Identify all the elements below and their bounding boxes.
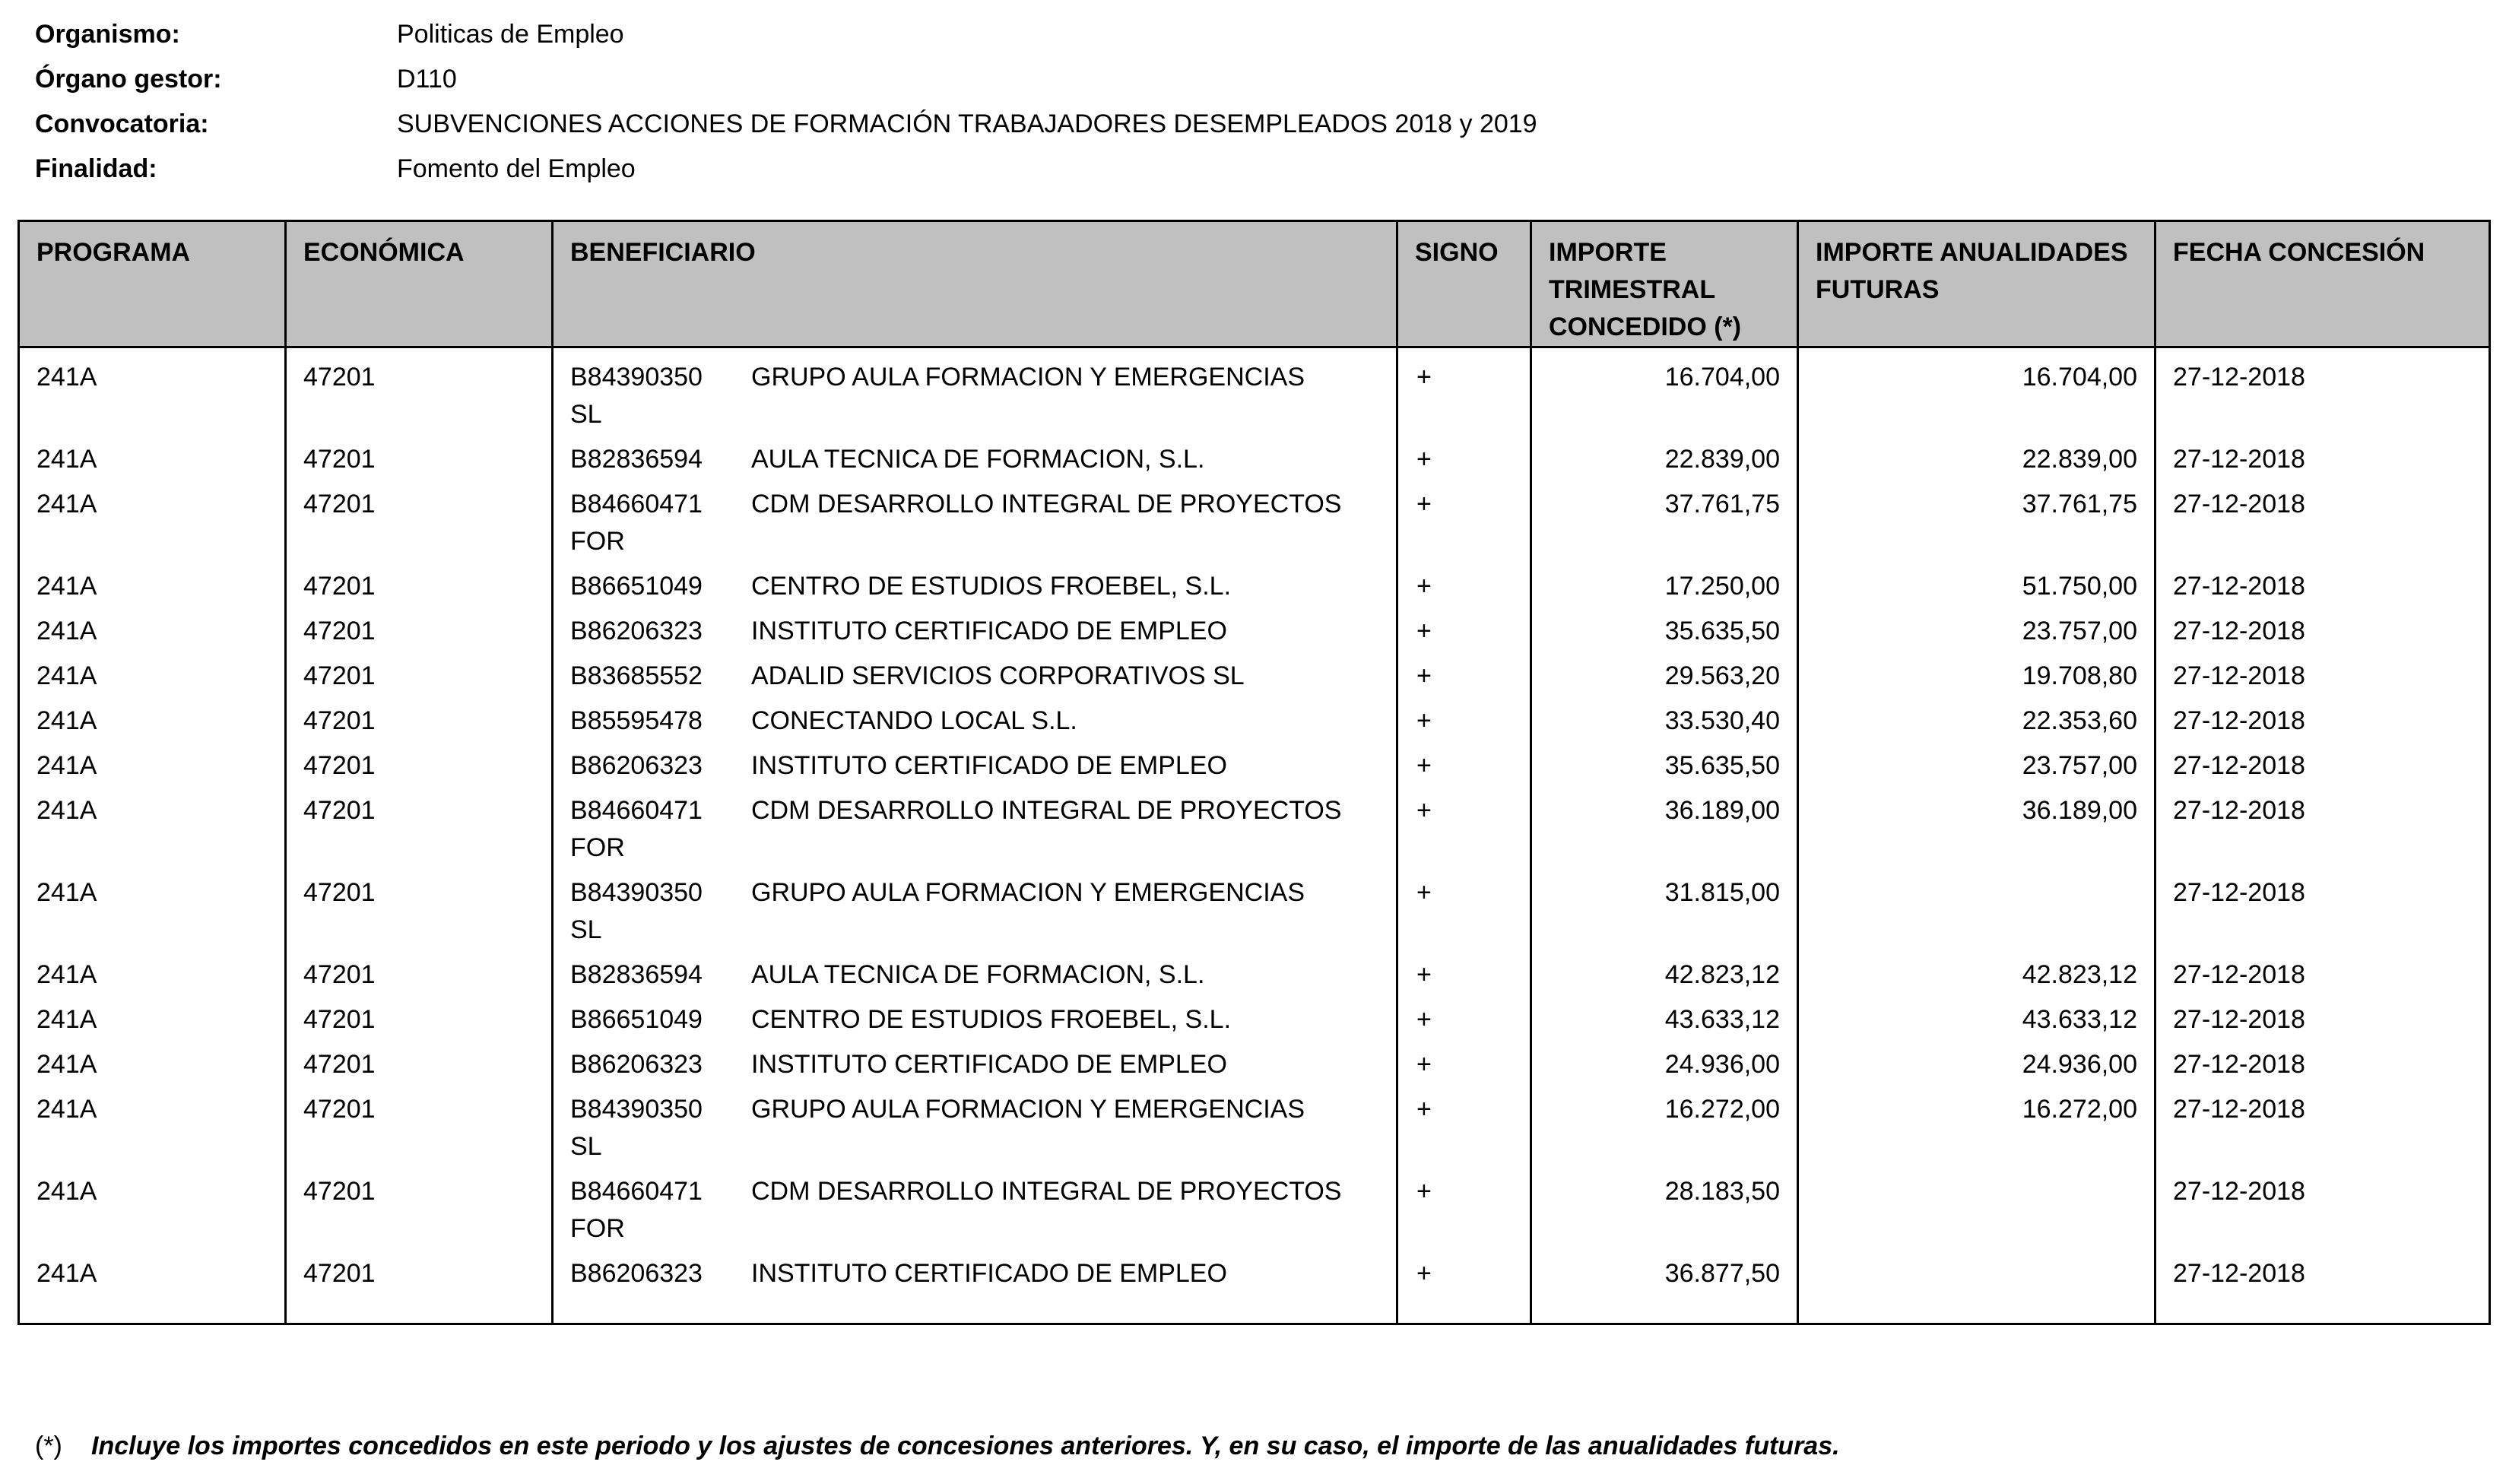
table-row [19, 613, 2490, 658]
cell-importe-trimestral: 36.189,00 [1531, 792, 1798, 874]
cell-signo: + [1397, 486, 1531, 568]
cell-economica: 47201 [286, 874, 553, 956]
beneficiario-cif: B84390350 [570, 363, 703, 392]
cell-beneficiario [553, 1173, 1397, 1255]
table-row [19, 347, 2490, 442]
table-row [19, 658, 2490, 702]
cell-importe-trimestral: 43.633,12 [1531, 1001, 1798, 1046]
beneficiario-name: INSTITUTO CERTIFICADO DE EMPLEO [751, 617, 1227, 645]
cell-fecha-concesion: 27-12-2018 [2155, 1255, 2490, 1324]
cell-beneficiario [553, 1001, 1397, 1046]
cell-economica: 47201 [286, 792, 553, 874]
beneficiario-line [570, 658, 1379, 695]
table-row [19, 441, 2490, 486]
cell-beneficiario [553, 1255, 1397, 1324]
cell-fecha-concesion: 27-12-2018 [2155, 747, 2490, 792]
beneficiario-cif: B82836594 [570, 445, 703, 474]
cell-beneficiario [553, 1046, 1397, 1091]
beneficiario-line [570, 747, 1379, 785]
cell-importe-anualidades: 51.750,00 [1798, 568, 2155, 613]
cell-fecha-concesion: 27-12-2018 [2155, 1173, 2490, 1255]
beneficiario-line [570, 1046, 1379, 1083]
cell-economica: 47201 [286, 747, 553, 792]
beneficiario-cif: B85595478 [570, 706, 703, 735]
organismo-value: Politicas de Empleo [397, 20, 624, 49]
beneficiario-line [570, 568, 1379, 605]
col-header-importe-trimestral: IMPORTE TRIMESTRAL CONCEDIDO (*) [1531, 221, 1798, 347]
beneficiario-line [570, 874, 1379, 912]
beneficiario-name: AULA TECNICA DE FORMACION, S.L. [751, 445, 1205, 474]
organo-gestor-row [35, 57, 1537, 102]
beneficiario-cif: B84660471 [570, 796, 703, 825]
table-body [19, 347, 2490, 1324]
cell-programa: 241A [19, 347, 286, 442]
cell-programa: 241A [19, 486, 286, 568]
cell-importe-anualidades [1798, 1173, 2155, 1255]
cell-economica: 47201 [286, 441, 553, 486]
cell-fecha-concesion: 27-12-2018 [2155, 441, 2490, 486]
cell-beneficiario [553, 613, 1397, 658]
cell-programa: 241A [19, 441, 286, 486]
table-row [19, 486, 2490, 568]
beneficiario-name: AULA TECNICA DE FORMACION, S.L. [751, 960, 1205, 989]
beneficiario-name-cont: FOR [570, 527, 625, 556]
cell-beneficiario [553, 658, 1397, 702]
cell-importe-trimestral: 31.815,00 [1531, 874, 1798, 956]
table-row [19, 874, 2490, 956]
cell-importe-anualidades: 22.839,00 [1798, 441, 2155, 486]
beneficiario-line [570, 1091, 1379, 1128]
cell-importe-trimestral: 29.563,20 [1531, 658, 1798, 702]
cell-economica: 47201 [286, 347, 553, 442]
beneficiario-line [570, 1173, 1379, 1210]
beneficiario-line [570, 613, 1379, 650]
cell-importe-trimestral: 36.877,50 [1531, 1255, 1798, 1324]
cell-signo: + [1397, 956, 1531, 1001]
cell-programa: 241A [19, 568, 286, 613]
beneficiario-line [570, 441, 1379, 478]
organismo-row [35, 12, 1537, 57]
cell-programa: 241A [19, 1046, 286, 1091]
cell-signo: + [1397, 1091, 1531, 1173]
organo-gestor-label: Órgano gestor: [35, 65, 222, 94]
beneficiario-line [570, 359, 1379, 396]
table-row [19, 702, 2490, 747]
table-row [19, 1001, 2490, 1046]
cell-fecha-concesion: 27-12-2018 [2155, 568, 2490, 613]
beneficiario-name: GRUPO AULA FORMACION Y EMERGENCIAS [751, 363, 1305, 392]
cell-beneficiario [553, 347, 1397, 442]
beneficiario-line [570, 792, 1379, 829]
organo-gestor-value: D110 [397, 65, 457, 94]
footnote [35, 1431, 1840, 1461]
cell-programa: 241A [19, 1173, 286, 1255]
cell-signo: + [1397, 568, 1531, 613]
beneficiario-cif: B84390350 [570, 1095, 703, 1124]
cell-beneficiario [553, 956, 1397, 1001]
cell-importe-anualidades: 24.936,00 [1798, 1046, 2155, 1091]
beneficiario-name: GRUPO AULA FORMACION Y EMERGENCIAS [751, 878, 1305, 907]
cell-fecha-concesion: 27-12-2018 [2155, 792, 2490, 874]
beneficiario-name-cont: SL [570, 400, 602, 429]
cell-signo: + [1397, 1255, 1531, 1324]
cell-importe-trimestral: 16.704,00 [1531, 347, 1798, 442]
col-header-importe-anualidades: IMPORTE ANUALIDADES FUTURAS [1798, 221, 2155, 347]
cell-importe-trimestral: 35.635,50 [1531, 613, 1798, 658]
beneficiario-cif: B84390350 [570, 878, 703, 907]
cell-signo: + [1397, 347, 1531, 442]
beneficiario-name-cont: SL [570, 915, 602, 944]
beneficiario-name: GRUPO AULA FORMACION Y EMERGENCIAS [751, 1095, 1305, 1124]
cell-beneficiario [553, 747, 1397, 792]
beneficiario-cif: B82836594 [570, 960, 703, 989]
cell-economica: 47201 [286, 1046, 553, 1091]
cell-importe-anualidades: 42.823,12 [1798, 956, 2155, 1001]
document-header [35, 12, 1537, 192]
cell-economica: 47201 [286, 486, 553, 568]
beneficiario-line [570, 1255, 1379, 1292]
cell-economica: 47201 [286, 1001, 553, 1046]
cell-programa: 241A [19, 1255, 286, 1324]
footnote-text: Incluye los importes concedidos en este periodo y los ajustes de concesiones anteriores. Y, en su caso, el importe de las anualidades futuras. [91, 1432, 1840, 1460]
cell-importe-trimestral: 24.936,00 [1531, 1046, 1798, 1091]
cell-signo: + [1397, 874, 1531, 956]
cell-importe-anualidades: 23.757,00 [1798, 747, 2155, 792]
cell-programa: 241A [19, 658, 286, 702]
cell-importe-anualidades: 16.272,00 [1798, 1091, 2155, 1173]
cell-fecha-concesion: 27-12-2018 [2155, 956, 2490, 1001]
cell-programa: 241A [19, 747, 286, 792]
beneficiario-cif: B86206323 [570, 751, 703, 780]
cell-signo: + [1397, 1046, 1531, 1091]
cell-importe-anualidades: 36.189,00 [1798, 792, 2155, 874]
beneficiario-line [570, 956, 1379, 994]
cell-economica: 47201 [286, 702, 553, 747]
cell-economica: 47201 [286, 1173, 553, 1255]
cell-beneficiario [553, 792, 1397, 874]
beneficiario-name: CDM DESARROLLO INTEGRAL DE PROYECTOS [751, 1177, 1342, 1206]
finalidad-value: Fomento del Empleo [397, 154, 636, 183]
cell-fecha-concesion: 27-12-2018 [2155, 347, 2490, 442]
beneficiario-name-cont: FOR [570, 1214, 625, 1243]
beneficiario-cif: B86206323 [570, 1259, 703, 1288]
cell-importe-trimestral: 16.272,00 [1531, 1091, 1798, 1173]
cell-economica: 47201 [286, 568, 553, 613]
finalidad-label: Finalidad: [35, 154, 157, 183]
beneficiario-name-cont: FOR [570, 833, 625, 862]
cell-signo: + [1397, 1173, 1531, 1255]
cell-signo: + [1397, 1001, 1531, 1046]
organismo-label: Organismo: [35, 20, 180, 49]
table-row [19, 1255, 2490, 1324]
beneficiario-cif: B86206323 [570, 617, 703, 645]
cell-signo: + [1397, 441, 1531, 486]
cell-importe-trimestral: 42.823,12 [1531, 956, 1798, 1001]
cell-signo: + [1397, 658, 1531, 702]
cell-importe-anualidades: 23.757,00 [1798, 613, 2155, 658]
cell-importe-trimestral: 35.635,50 [1531, 747, 1798, 792]
beneficiario-name: INSTITUTO CERTIFICADO DE EMPLEO [751, 751, 1227, 780]
cell-beneficiario [553, 568, 1397, 613]
cell-fecha-concesion: 27-12-2018 [2155, 1091, 2490, 1173]
table-row [19, 1173, 2490, 1255]
beneficiario-line [570, 486, 1379, 523]
cell-importe-trimestral: 28.183,50 [1531, 1173, 1798, 1255]
cell-importe-anualidades: 19.708,80 [1798, 658, 2155, 702]
cell-economica: 47201 [286, 613, 553, 658]
table-row [19, 956, 2490, 1001]
table-row [19, 1046, 2490, 1091]
cell-fecha-concesion: 27-12-2018 [2155, 874, 2490, 956]
cell-economica: 47201 [286, 1091, 553, 1173]
cell-importe-trimestral: 17.250,00 [1531, 568, 1798, 613]
cell-fecha-concesion: 27-12-2018 [2155, 1046, 2490, 1091]
beneficiario-cif: B86206323 [570, 1050, 703, 1079]
cell-signo: + [1397, 792, 1531, 874]
cell-importe-anualidades: 22.353,60 [1798, 702, 2155, 747]
cell-importe-anualidades [1798, 874, 2155, 956]
convocatoria-label: Convocatoria: [35, 109, 209, 138]
cell-importe-trimestral: 33.530,40 [1531, 702, 1798, 747]
beneficiario-cif: B84660471 [570, 490, 703, 518]
cell-beneficiario [553, 702, 1397, 747]
cell-programa: 241A [19, 1091, 286, 1173]
cell-fecha-concesion: 27-12-2018 [2155, 486, 2490, 568]
beneficiario-name: INSTITUTO CERTIFICADO DE EMPLEO [751, 1259, 1227, 1288]
table-header-row [19, 221, 2490, 347]
cell-economica: 47201 [286, 956, 553, 1001]
cell-programa: 241A [19, 874, 286, 956]
cell-programa: 241A [19, 956, 286, 1001]
finalidad-row [35, 147, 1537, 192]
beneficiario-name: CENTRO DE ESTUDIOS FROEBEL, S.L. [751, 1005, 1232, 1034]
beneficiario-cif: B86651049 [570, 1005, 703, 1034]
col-header-beneficiario: BENEFICIARIO [553, 221, 1397, 347]
cell-programa: 241A [19, 702, 286, 747]
beneficiario-cif: B84660471 [570, 1177, 703, 1206]
cell-fecha-concesion: 27-12-2018 [2155, 1001, 2490, 1046]
subsidies-table [17, 220, 2491, 1325]
cell-importe-anualidades [1798, 1255, 2155, 1324]
cell-economica: 47201 [286, 658, 553, 702]
cell-beneficiario [553, 874, 1397, 956]
cell-economica: 47201 [286, 1255, 553, 1324]
beneficiario-name: INSTITUTO CERTIFICADO DE EMPLEO [751, 1050, 1227, 1079]
beneficiario-line [570, 1001, 1379, 1038]
beneficiario-line [570, 702, 1379, 740]
cell-signo: + [1397, 747, 1531, 792]
cell-programa: 241A [19, 613, 286, 658]
convocatoria-value: SUBVENCIONES ACCIONES DE FORMACIÓN TRABAJADORES DESEMPLEADOS 2018 y 2019 [397, 109, 1537, 138]
cell-programa: 241A [19, 792, 286, 874]
col-header-economica: ECONÓMICA [286, 221, 553, 347]
cell-importe-anualidades: 16.704,00 [1798, 347, 2155, 442]
table-row [19, 792, 2490, 874]
beneficiario-name-cont: SL [570, 1132, 602, 1161]
beneficiario-name: CENTRO DE ESTUDIOS FROEBEL, S.L. [751, 572, 1232, 601]
cell-signo: + [1397, 613, 1531, 658]
beneficiario-name: CDM DESARROLLO INTEGRAL DE PROYECTOS [751, 796, 1342, 825]
footnote-mark: (*) [35, 1432, 62, 1460]
col-header-programa: PROGRAMA [19, 221, 286, 347]
cell-fecha-concesion: 27-12-2018 [2155, 658, 2490, 702]
cell-importe-trimestral: 22.839,00 [1531, 441, 1798, 486]
table-row [19, 1091, 2490, 1173]
beneficiario-name: ADALID SERVICIOS CORPORATIVOS SL [751, 661, 1245, 690]
beneficiario-name: CONECTANDO LOCAL S.L. [751, 706, 1077, 735]
cell-importe-anualidades: 43.633,12 [1798, 1001, 2155, 1046]
cell-signo: + [1397, 702, 1531, 747]
table-row [19, 568, 2490, 613]
cell-importe-trimestral: 37.761,75 [1531, 486, 1798, 568]
col-header-fecha-concesion: FECHA CONCESIÓN [2155, 221, 2490, 347]
beneficiario-name: CDM DESARROLLO INTEGRAL DE PROYECTOS [751, 490, 1342, 518]
beneficiario-cif: B83685552 [570, 661, 703, 690]
col-header-signo: SIGNO [1397, 221, 1531, 347]
cell-importe-anualidades: 37.761,75 [1798, 486, 2155, 568]
table-row [19, 747, 2490, 792]
cell-fecha-concesion: 27-12-2018 [2155, 613, 2490, 658]
cell-beneficiario [553, 441, 1397, 486]
cell-programa: 241A [19, 1001, 286, 1046]
cell-fecha-concesion: 27-12-2018 [2155, 702, 2490, 747]
convocatoria-row [35, 102, 1537, 147]
cell-beneficiario [553, 486, 1397, 568]
beneficiario-cif: B86651049 [570, 572, 703, 601]
cell-beneficiario [553, 1091, 1397, 1173]
